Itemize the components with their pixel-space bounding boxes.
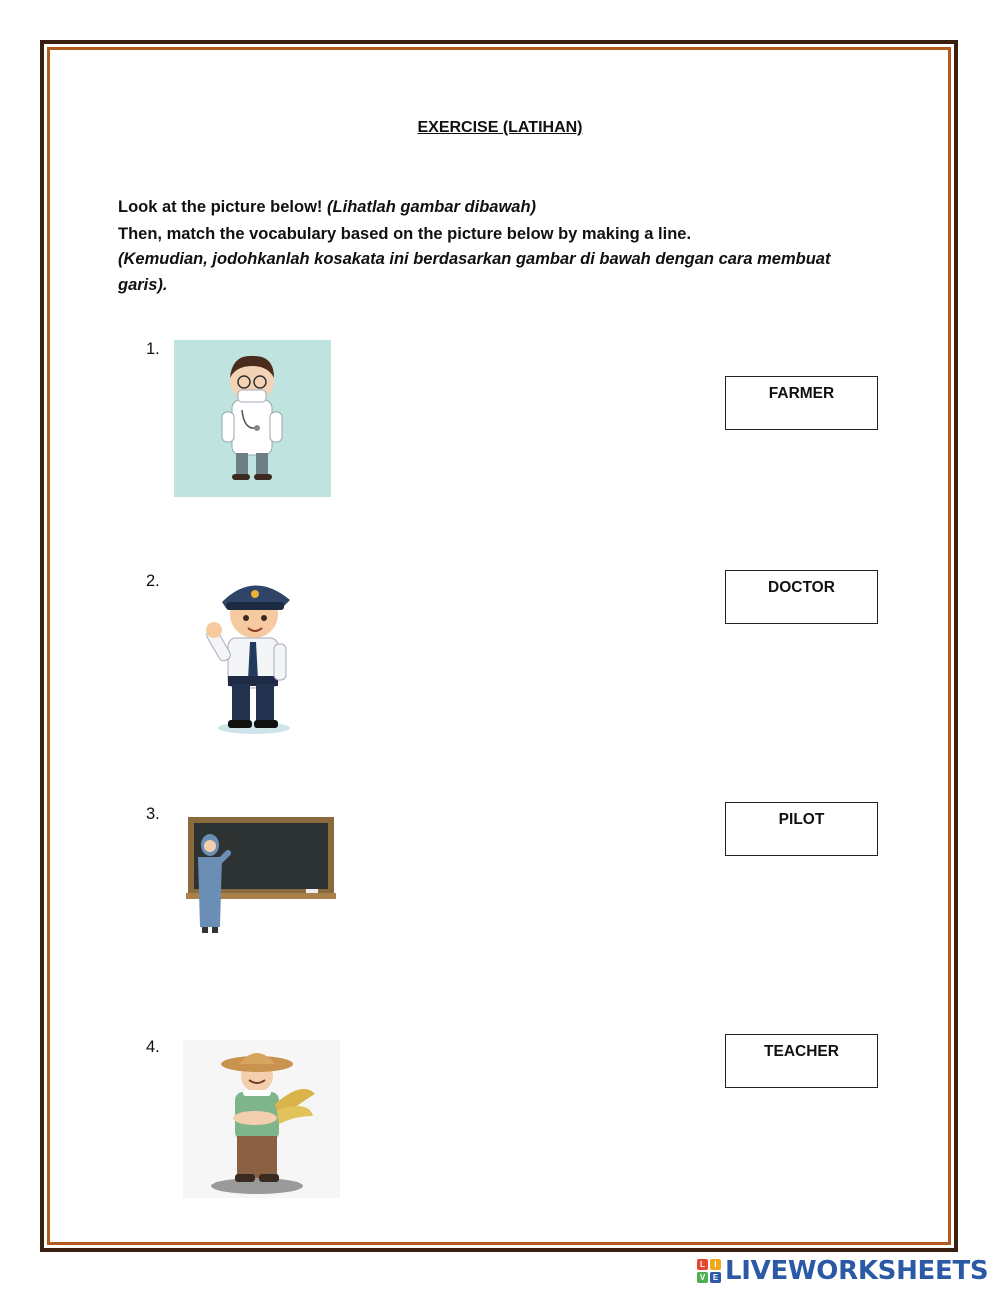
instruction-line-2: Then, match the vocabulary based on the picture below by making a line. <box>118 225 692 243</box>
logo-tile: E <box>710 1272 721 1283</box>
instruction-line-3: (Kemudian, jodohkanlah kosakata ini berdasarkan gambar di bawah dengan cara membuat <box>118 250 831 268</box>
instruction-line-4: garis). <box>118 276 168 294</box>
instruction-malay: (Lihatlah gambar dibawah) <box>327 198 537 216</box>
item-number-3: 3. <box>146 805 160 823</box>
logo-text: LIVEWORKSHEETS <box>725 1256 989 1286</box>
liveworksheets-logo <box>697 1254 988 1288</box>
instruction-english: Look at the picture below! <box>118 198 323 216</box>
word-box-teacher[interactable]: TEACHER <box>725 1034 878 1088</box>
worksheet-title: EXERCISE (LATIHAN) <box>417 119 583 136</box>
pilot-picture[interactable] <box>174 572 331 737</box>
item-number-2: 2. <box>146 572 160 590</box>
logo-tile: I <box>710 1259 721 1270</box>
item-number-1: 1. <box>146 340 160 358</box>
instruction-line-1 <box>118 195 536 219</box>
word-box-pilot[interactable]: PILOT <box>725 802 878 856</box>
farmer-picture[interactable] <box>183 1040 340 1198</box>
item-number-4: 4. <box>146 1038 160 1056</box>
doctor-picture[interactable] <box>174 340 331 497</box>
logo-tiles-icon <box>697 1259 721 1283</box>
logo-tile: V <box>697 1272 708 1283</box>
word-box-doctor[interactable]: DOCTOR <box>725 570 878 624</box>
logo-tile: L <box>697 1259 708 1270</box>
teacher-picture[interactable] <box>186 805 346 940</box>
word-box-farmer[interactable]: FARMER <box>725 376 878 430</box>
